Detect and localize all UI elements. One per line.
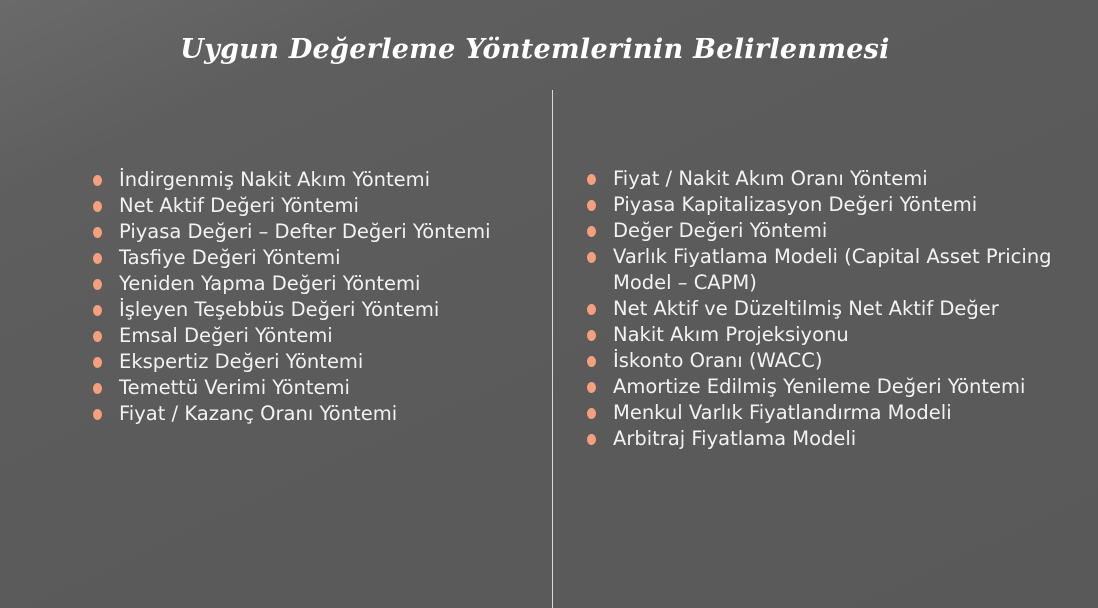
list-item-label: Varlık Fiyatlama Modeli (Capital Asset Pricing Model – CAPM) [613,245,1052,294]
bullet-dot-icon [587,434,596,445]
bullet-dot-icon [587,304,596,315]
right-method-list [584,166,1064,452]
list-item-label: Menkul Varlık Fiyatlandırma Modeli [613,401,952,424]
bullet-dot-icon [93,357,102,368]
bullet-dot-icon [587,356,596,367]
list-item [90,271,540,297]
bullet-dot-icon [587,408,596,419]
bullet-dot-icon [93,279,102,290]
bullet-dot-icon [93,253,102,264]
list-item [584,296,1064,322]
list-item-label: Ekspertiz Değeri Yöntemi [119,350,364,373]
list-item-label: Nakit Akım Projeksiyonu [613,323,849,346]
bullet-dot-icon [93,175,102,186]
list-item [90,219,540,245]
column-divider [552,90,553,608]
list-item [584,192,1064,218]
bullet-dot-icon [93,227,102,238]
list-item [584,218,1064,244]
list-item [584,374,1064,400]
left-method-list [90,167,540,427]
list-item [584,322,1064,348]
list-item [584,244,1064,296]
bullet-dot-icon [93,383,102,394]
list-item-label: Piyasa Değeri – Defter Değeri Yöntemi [119,220,491,243]
list-item [90,349,540,375]
bullet-dot-icon [587,174,596,185]
slide-title: Uygun Değerleme Yöntemlerinin Belirlenmesi [180,34,890,65]
list-item-label: Fiyat / Nakit Akım Oranı Yöntemi [613,167,928,190]
list-item [584,400,1064,426]
list-item [90,167,540,193]
list-item [90,193,540,219]
list-item-label: Net Aktif ve Düzeltilmiş Net Aktif Değer [613,297,999,320]
bullet-dot-icon [93,201,102,212]
list-item [584,166,1064,192]
list-item [90,245,540,271]
list-item-label: Değer Değeri Yöntemi [613,219,828,242]
list-item-label: İskonto Oranı (WACC) [613,349,823,372]
bullet-dot-icon [587,226,596,237]
bullet-dot-icon [93,305,102,316]
list-item-label: Arbitraj Fiyatlama Modeli [613,427,857,450]
list-item-label: Emsal Değeri Yöntemi [119,324,333,347]
list-item-label: İşleyen Teşebbüs Değeri Yöntemi [119,298,440,321]
list-item [90,375,540,401]
list-item [584,348,1064,374]
list-item-label: Piyasa Kapitalizasyon Değeri Yöntemi [613,193,978,216]
list-item [90,401,540,427]
bullet-dot-icon [93,409,102,420]
list-item-label: Fiyat / Kazanç Oranı Yöntemi [119,402,398,425]
bullet-dot-icon [587,382,596,393]
list-item [584,426,1064,452]
bullet-dot-icon [587,200,596,211]
list-item-label: Tasfiye Değeri Yöntemi [119,246,341,269]
list-item-label: Yeniden Yapma Değeri Yöntemi [119,272,421,295]
list-item [90,323,540,349]
bullet-dot-icon [587,330,596,341]
list-item [90,297,540,323]
list-item-label: Net Aktif Değeri Yöntemi [119,194,359,217]
bullet-dot-icon [587,252,596,263]
bullet-dot-icon [93,331,102,342]
list-item-label: Temettü Verimi Yöntemi [119,376,350,399]
list-item-label: Amortize Edilmiş Yenileme Değeri Yöntemi [613,375,1026,398]
list-item-label: İndirgenmiş Nakit Akım Yöntemi [119,168,431,191]
